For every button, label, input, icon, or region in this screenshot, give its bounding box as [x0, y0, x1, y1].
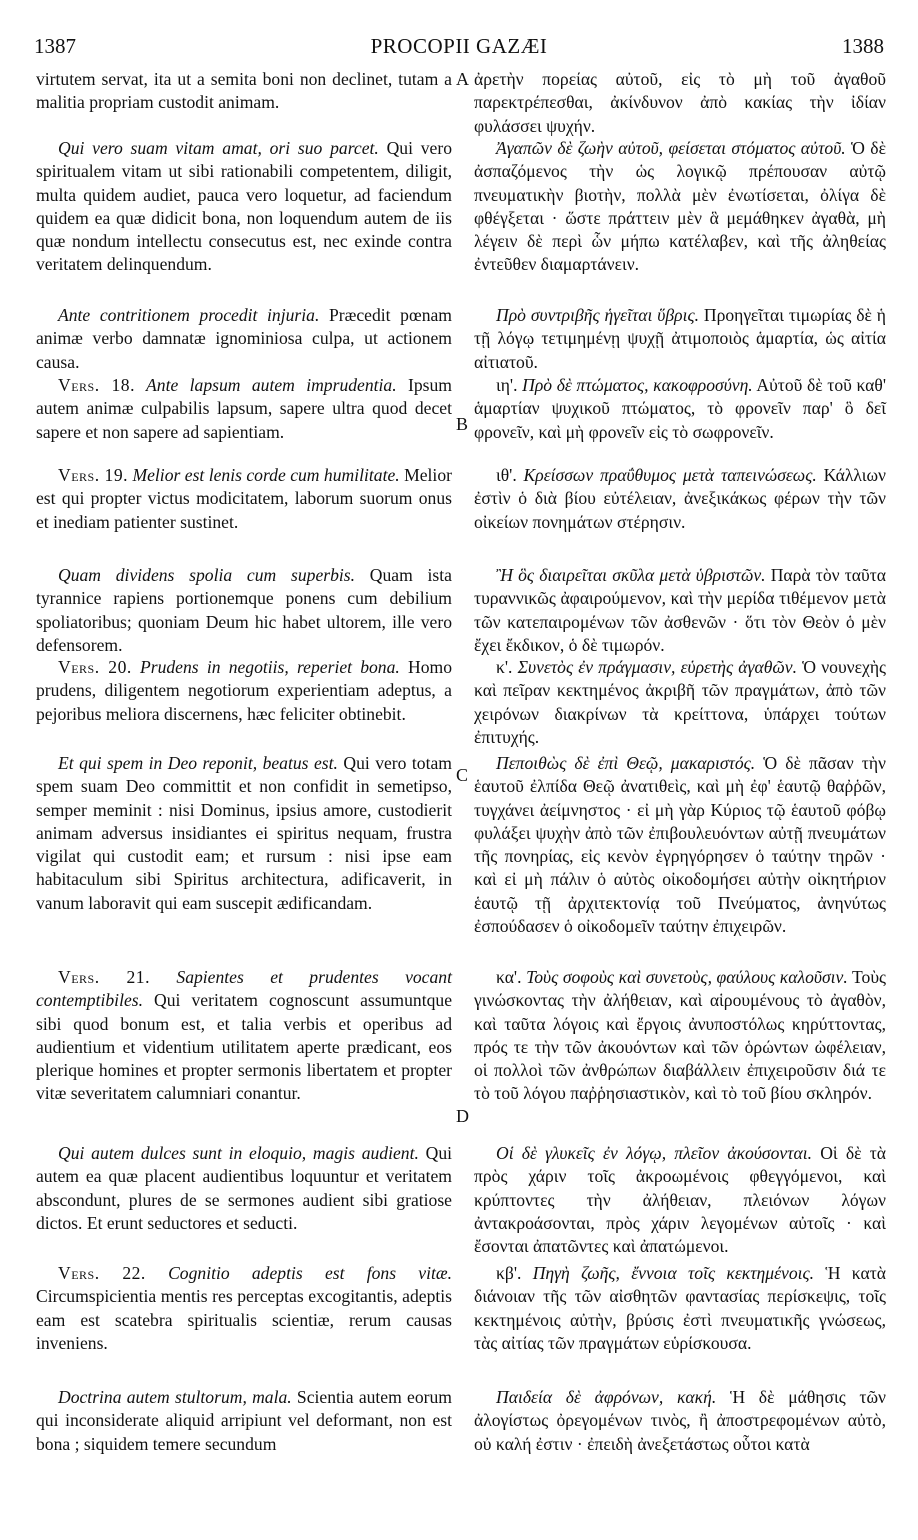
lemma: Πηγὴ ζωῆς, ἔννοια τοῖς κεκτημένοις.	[521, 1263, 815, 1283]
running-header	[34, 34, 884, 64]
lemma: Ἢ ὃς διαιρεῖται σκῦλα μετὰ ὑβριστῶν.	[496, 565, 766, 585]
greek-paragraph: ἀρετὴν πορείας αὐτοῦ, εἰς τὸ μὴ τοῦ ἀγαθοῦ παρεκτρέπεσθαι, ἀκίνδυνον ἀπὸ κακίας τὴν ἰδίαν φυλάσσει ψυχήν.	[474, 69, 886, 136]
margin-letter-b: B	[456, 414, 469, 434]
commentary: Qui vero spiritualem vitam ut sibi rationabili competentem, diligit, multa quidem audiet, pauca vero loquetur, ad faciendum quidem ea quæ didicit bona, non loquendum autem de iis quæ nondum intellectu consecutus est, nec exinde contra veritatem delinquendum.	[36, 138, 452, 275]
greek-paragraph	[474, 752, 886, 938]
commentary: Qui veritatem cognoscunt assumuntque sibi quod bonum est, et talia verbis et operibus ad audientium et videntium utilitatem aperte prædicant, eos plerique homines et propter sermonis libertatem et propter vitæ severitatem calumniari conantur.	[36, 990, 452, 1104]
lemma: Πρὸ δὲ πτώματος, κακοφροσύνη.	[517, 375, 753, 395]
commentary: Homo prudens, diligentem negotiorum experientiam adeptus, a pejoribus meliora discernens, hæc feliciter obtinebit.	[36, 657, 452, 724]
commentary: Κάλλιων ἐστὶν ὁ διὰ βίου εὐτέλειαν, ἀνεξικάκως φέρων τὴν τῶν οἰκείων πονημάτων στέρησιν.	[474, 465, 886, 532]
lemma: Οἱ δὲ γλυκεῖς ἐν λόγῳ, πλεῖον ἀκούσονται.	[496, 1143, 813, 1163]
margin-letter-a: A	[456, 69, 469, 89]
commentary: Melior est qui propter victus modicitatem, laborum suorum onus et inediam patienter sustinet.	[36, 465, 452, 532]
latin-paragraph	[36, 656, 452, 726]
latin-paragraph	[36, 1386, 452, 1456]
verse-number: Vers. 18.	[58, 375, 135, 395]
commentary: Quam ista tyrannice rapiens portionemque ponens cum debilium spoliatoribus; quoniam Deum hic habet ultorem, ille vero defensorem.	[36, 565, 452, 655]
margin-letter-d: D	[456, 1106, 469, 1126]
verse-number: Vers. 21.	[58, 967, 150, 987]
verse-number: κα'.	[496, 967, 522, 987]
lemma: Prudens in negotiis, reperiet bona.	[131, 657, 400, 677]
greek-paragraph	[474, 1386, 886, 1456]
latin-paragraph	[36, 374, 452, 444]
verse-number: ιη'.	[496, 375, 518, 395]
greek-paragraph	[474, 304, 886, 374]
latin-paragraph	[36, 464, 452, 534]
latin-paragraph	[36, 966, 452, 1106]
commentary: Ipsum autem animæ culpabilis lapsum, sapere ultra quod decet sapere et non sapere ad sapientiam.	[36, 375, 452, 442]
lemma: Ἀγαπῶν δὲ ζωὴν αὐτοῦ, φείσεται στόματος αὐτοῦ.	[496, 138, 846, 158]
commentary: Προηγεῖται τιμωρίας δὲ ἡ τῇ λόγῳ τετιμημένῃ ψυχῇ ἀτιμοποιὸς ἁμαρτία, ὡς αἰτία αἰτιατοῦ.	[474, 305, 886, 372]
commentary: Αὐτοῦ δὲ τοῦ καθ' ἁμαρτίαν ψυχικοῦ πτώματος, τὸ φρονεῖν παρ' ὃ δεῖ φρονεῖν, καὶ μὴ φρονεῖν εἰς τὸ σωφρονεῖν.	[474, 375, 886, 442]
margin-letter-c: C	[456, 765, 469, 785]
commentary: Qui autem ea quæ placent audientibus loquuntur et veritatem abscondunt, plures de se sermones audient sibi gratiose dictos. Et erunt seductores et seducti.	[36, 1143, 452, 1233]
greek-paragraph	[474, 464, 886, 534]
greek-paragraph	[474, 966, 886, 1106]
latin-paragraph	[36, 752, 452, 915]
latin-paragraph	[36, 137, 452, 277]
verse-number: Vers. 19.	[58, 465, 129, 485]
commentary: Qui vero totam spem suam Deo committit et non confidit in semetipso, semper meminit : nisi Dominus, ipsius amore, custodierit animam adversus insidiantes ei spiritus nequam, frustra vigilat qui custodit eam; et rursum : nisi ipse eam habitaculum sibi Spiritus architectura, adificaverit, in vanum laboravit qui eam suscepit ædificandam.	[36, 753, 452, 913]
lemma: Ante lapsum autem imprudentia.	[134, 375, 397, 395]
page-number-right: 1388	[842, 34, 884, 58]
lemma: Πεποιθὼς δὲ ἐπὶ Θεῷ, μακαριστός.	[496, 753, 756, 773]
page-number-left: 1387	[34, 34, 76, 58]
commentary: Ὁ νουνεχὴς καὶ πεῖραν κεκτημένος ἀκριβῆ τῶν πραγμάτων, ἀπὸ τῶν χειρόνων διακρίνων τὰ κρείττονα, ὑπάρχει τούτων ἐπιτυχής.	[474, 657, 887, 747]
lemma: Ante contritionem procedit injuria.	[58, 305, 320, 325]
lemma: Παιδεία δὲ ἀφρόνων, κακή.	[496, 1387, 717, 1407]
commentary: Præcedit pœnam animæ verbo damnatæ ignominiosa culpa, ut actionem causa.	[36, 305, 452, 372]
latin-paragraph	[36, 1142, 452, 1235]
latin-paragraph	[36, 1262, 452, 1355]
commentary: Παρὰ τὸν ταῦτα τυραννικῶς ἀφαιρούμενον, καὶ τὴν μερίδα τιθέμενον μετὰ τῶν κατεπαιρομένων τῶν ἀσθενῶν · ὅτι τὸν Θεὸν ὁ μὲν ἔχει ἔκδικον, ὁ δὲ τιμωρόν.	[474, 565, 886, 655]
greek-paragraph	[474, 137, 886, 277]
greek-paragraph	[474, 1262, 886, 1355]
commentary: Ἡ δὲ μάθησις τῶν ἀλογίστως ὀρεγομένων τινὸς, ἢ ἀποστρεφομένων αὐτὸ, οὐ καλή ἐστιν · ἐπειδὴ ἀνεξετάστως οὗτοι κατὰ	[474, 1387, 886, 1454]
verse-number: ιθ'.	[496, 465, 517, 485]
verse-number: Vers. 20.	[58, 657, 132, 677]
commentary: Ἡ κατὰ διάνοιαν τῆς τῶν αἰσθητῶν φαντασίας περίσκεψις, τοῖς κεκτημένοις αὐτὴν, βρύσις ἐστὶ πνευματικῆς γνώσεως, τὰς αἰτίας τῶν πραγμάτων εὑρίσκουσα.	[474, 1263, 886, 1353]
commentary: Τοὺς γινώσκοντας τὴν ἀλήθειαν, καὶ αἱρουμένους τὸ ἀγαθὸν, καὶ ταῦτα λόγοις καὶ ἔργοις ἀνυποστόλως κηρύττοντας, πρός τε τὴν τῶν ἀκουόντων καὶ τῶν ὁρώντων ὠφέλειαν, οἱ πολλοὶ τῶν ἀνθρώπων διαβάλλειν ἐπιχειροῦσιν διά τε τὸ τοῦ λόγου παῤῥησιαστικὸν, καὶ τὸ τοῦ βίου σκληρόν.	[474, 967, 886, 1104]
lemma: Sapientes et prudentes vocant contemptibiles.	[36, 967, 452, 1011]
lemma: Συνετὸς ἐν πράγμασιν, εὑρετὴς ἀγαθῶν.	[512, 657, 797, 677]
lemma: Τοὺς σοφοὺς καὶ συνετοὺς, φαύλους καλοῦσιν.	[521, 967, 848, 987]
lemma: Κρείσσων πραΰθυμος μετὰ ταπεινώσεως.	[516, 465, 817, 485]
latin-paragraph	[36, 304, 452, 374]
greek-paragraph	[474, 374, 886, 444]
greek-paragraph	[474, 656, 886, 749]
lemma: Quam dividens spolia cum superbis.	[58, 565, 356, 585]
greek-paragraph	[474, 1142, 886, 1258]
verse-number: κ'.	[496, 657, 513, 677]
lemma: Et qui spem in Deo reponit, beatus est.	[58, 753, 338, 773]
verse-number: Vers. 22.	[58, 1263, 146, 1283]
commentary: Ὁ δὲ ἀσπαζόμενος τὴν ὡς λογικῷ πρέπουσαν αὐτῷ πνευματικὴν βιοτὴν, πολλὰ μὲν ἐνωτίσεται, ὀλίγα δὲ φθέγξεται · ὥστε πράττειν μὲν ἃ μεμάθηκεν ἀγαθὰ, μὴ λέγειν δὲ περὶ ὧν μήπω κατέλαβεν, καὶ τῆς ἀληθείας ἐντεῦθεν διαμαρτάνειν.	[474, 138, 886, 275]
lemma: Melior est lenis corde cum humilitate.	[128, 465, 400, 485]
commentary: Circumspicientia mentis res perceptas excogitantis, adeptis eam est scatebra spiritualis scientiæ, rerum causas inveniens.	[36, 1286, 452, 1353]
commentary: Ὁ δὲ πᾶσαν τὴν ἑαυτοῦ ἐλπίδα Θεῷ ἀνατιθεὶς, καὶ μὴ ἐφ' ἑαυτῷ θαῤῥῶν, τυγχάνει ἀείμνηστος · εἰ μὴ γὰρ Κύριος τῷ ἑαυτοῦ φόβῳ φυλάξει ψυχὴν ἀπὸ τῶν ἐπιβουλευόντων αὐτῇ πνευμάτων τῆς πονηρίας, εἰς κενὸν ἐγρηγόρησεν ὁ ταύτην τηρῶν · καὶ εἰ μὴ πάλιν ὁ αὐτὸς οἰκοδομήσει αὐτὴν οἰκητήριον ἑαυτῷ τῇ ἀρχιτεκτονίᾳ τοῦ Πνεύματος, ἀνηνύτως ἐσπούδασεν ὁ οἰκοδομεῖν ταύτην ἐπιχειρῶν.	[474, 753, 886, 937]
lemma: Doctrina autem stultorum, mala.	[58, 1387, 292, 1407]
verse-number: κβ'.	[496, 1263, 522, 1283]
greek-paragraph	[474, 564, 886, 657]
lemma: Cognitio adeptis est fons vitæ.	[145, 1263, 452, 1283]
lemma: Πρὸ συντριβῆς ἡγεῖται ὕβρις.	[496, 305, 699, 325]
commentary: Οἱ δὲ τὰ πρὸς χάριν τοῖς ἀκροωμένοις φθεγγόμενοι, καὶ κρύπτοντες τὴν ἀλήθειαν, πλειόνων λόγων ἀντακροάσονται, πρὸς χάριν λεγομένων αὐτοῖς · καὶ ἔσονται ἀπατῶντες καὶ ἀπατώμενοι.	[474, 1143, 886, 1257]
latin-paragraph	[36, 564, 452, 657]
lemma: Qui autem dulces sunt in eloquio, magis audient.	[58, 1143, 419, 1163]
latin-paragraph: virtutem servat, ita ut a semita boni non declinet, tutam a malitia propriam custodit animam.	[36, 69, 452, 113]
commentary: Scientia autem eorum qui inconsiderate aliquid arripiunt vel deformant, non est bona ; siquidem temere secundum	[36, 1387, 452, 1454]
running-title: PROCOPII GAZÆI	[370, 34, 548, 58]
lemma: Qui vero suam vitam amat, ori suo parcet.	[58, 138, 379, 158]
